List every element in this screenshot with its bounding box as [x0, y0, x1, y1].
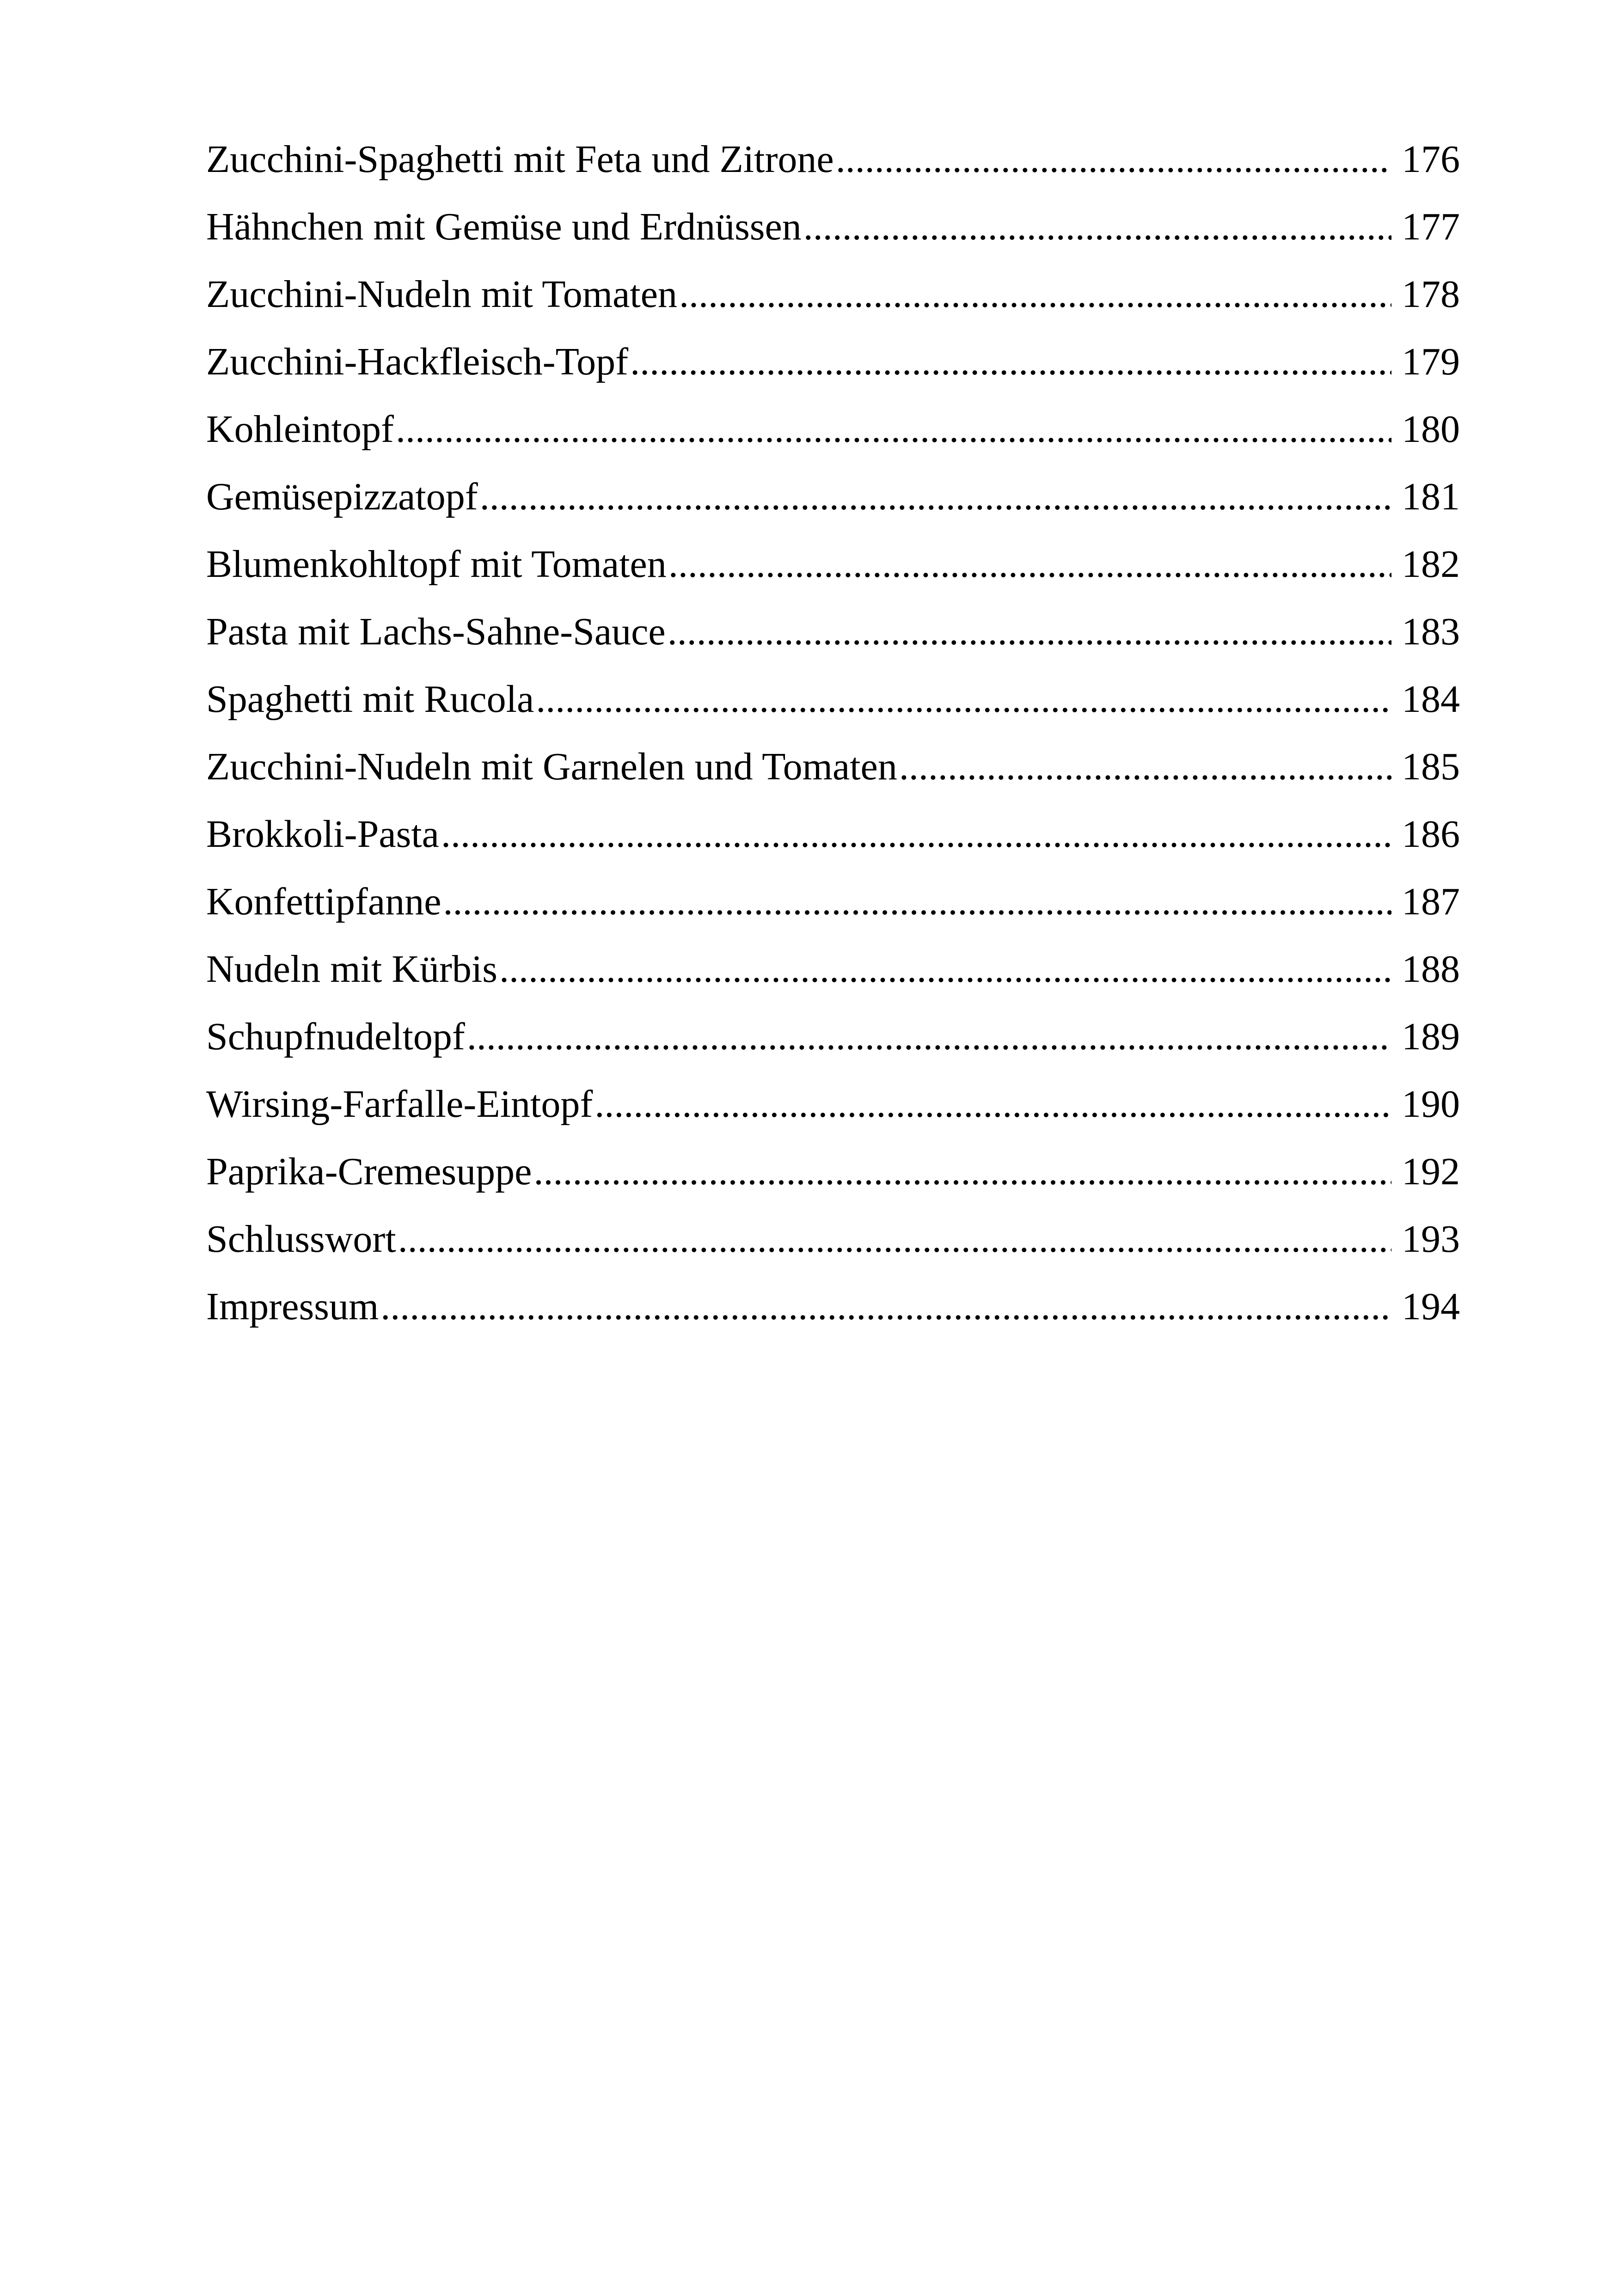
toc-entry[interactable]: [206, 137, 1460, 204]
dot-leader: [499, 947, 1391, 992]
toc-entry-page: 193: [1402, 1218, 1460, 1261]
toc-entry-title: Nudeln mit Kürbis: [206, 948, 497, 991]
toc-entry[interactable]: [206, 204, 1460, 272]
toc-entry-title: Brokkoli-Pasta: [206, 813, 439, 856]
toc-entry[interactable]: [206, 744, 1460, 812]
dot-leader: [467, 1014, 1391, 1059]
toc-entry[interactable]: [206, 609, 1460, 677]
toc-entry-page: 180: [1402, 408, 1460, 451]
toc-entry-title: Kohleintopf: [206, 408, 394, 451]
toc-entry-page: 189: [1402, 1015, 1460, 1058]
toc-entry-title: Schupfnudeltopf: [206, 1015, 465, 1058]
toc-entry-page: 194: [1402, 1285, 1460, 1328]
toc-entry[interactable]: [206, 1014, 1460, 1082]
toc-entry-title: Paprika-Cremesuppe: [206, 1150, 532, 1193]
toc-entry-title: Konfettipfanne: [206, 880, 441, 923]
dot-leader: [668, 542, 1391, 587]
toc-entry-page: 181: [1402, 475, 1460, 518]
toc-entry[interactable]: [206, 339, 1460, 407]
toc-entry-page: 185: [1402, 745, 1460, 788]
toc-entry-title: Blumenkohltopf mit Tomaten: [206, 543, 667, 586]
toc-entry-page: 183: [1402, 610, 1460, 653]
toc-entry[interactable]: [206, 1217, 1460, 1284]
dot-leader: [679, 272, 1391, 317]
toc-entry[interactable]: [206, 474, 1460, 542]
dot-leader: [396, 407, 1391, 452]
toc-entry-title: Impressum: [206, 1285, 379, 1328]
toc-entry-page: 177: [1402, 205, 1460, 248]
toc-entry-title: Zucchini-Nudeln mit Tomaten: [206, 273, 677, 316]
toc-entry-title: Gemüsepizzatopf: [206, 475, 478, 518]
toc-entry-page: 190: [1402, 1083, 1460, 1126]
toc-entry[interactable]: [206, 1149, 1460, 1217]
toc-entry-title: Zucchini-Nudeln mit Garnelen und Tomaten: [206, 745, 897, 788]
dot-leader: [480, 474, 1391, 519]
toc-entry-page: 176: [1402, 138, 1460, 181]
dot-leader: [668, 609, 1391, 654]
dot-leader: [630, 339, 1391, 384]
dot-leader: [441, 812, 1391, 857]
toc-entry-page: 184: [1402, 678, 1460, 721]
toc-entry[interactable]: [206, 879, 1460, 947]
toc-entry-title: Pasta mit Lachs-Sahne-Sauce: [206, 610, 666, 653]
dot-leader: [443, 879, 1391, 924]
toc-entry-page: 187: [1402, 880, 1460, 923]
dot-leader: [803, 204, 1391, 249]
toc-entry-page: 182: [1402, 543, 1460, 586]
toc-entry-title: Hähnchen mit Gemüse und Erdnüssen: [206, 205, 802, 248]
toc-entry[interactable]: [206, 1082, 1460, 1149]
dot-leader: [594, 1082, 1391, 1127]
toc-entry-page: 188: [1402, 948, 1460, 991]
toc-entry-title: Spaghetti mit Rucola: [206, 678, 534, 721]
toc-entry[interactable]: [206, 407, 1460, 474]
table-of-contents: [206, 137, 1460, 1352]
dot-leader: [536, 677, 1391, 722]
toc-entry[interactable]: [206, 677, 1460, 744]
dot-leader: [899, 744, 1391, 789]
toc-entry[interactable]: [206, 947, 1460, 1014]
dot-leader: [836, 137, 1391, 182]
toc-entry-title: Schlusswort: [206, 1218, 396, 1261]
toc-entry-title: Zucchini-Spaghetti mit Feta und Zitrone: [206, 138, 834, 181]
toc-entry-page: 186: [1402, 813, 1460, 856]
toc-entry[interactable]: [206, 272, 1460, 339]
dot-leader: [398, 1217, 1391, 1261]
toc-entry[interactable]: [206, 542, 1460, 609]
toc-entry[interactable]: [206, 1284, 1460, 1352]
toc-entry-title: Zucchini-Hackfleisch-Topf: [206, 340, 629, 383]
dot-leader: [533, 1149, 1391, 1194]
toc-entry[interactable]: [206, 812, 1460, 879]
toc-entry-page: 192: [1402, 1150, 1460, 1193]
dot-leader: [380, 1284, 1391, 1329]
toc-entry-page: 178: [1402, 273, 1460, 316]
toc-entry-title: Wirsing-Farfalle-Eintopf: [206, 1083, 593, 1126]
toc-entry-page: 179: [1402, 340, 1460, 383]
